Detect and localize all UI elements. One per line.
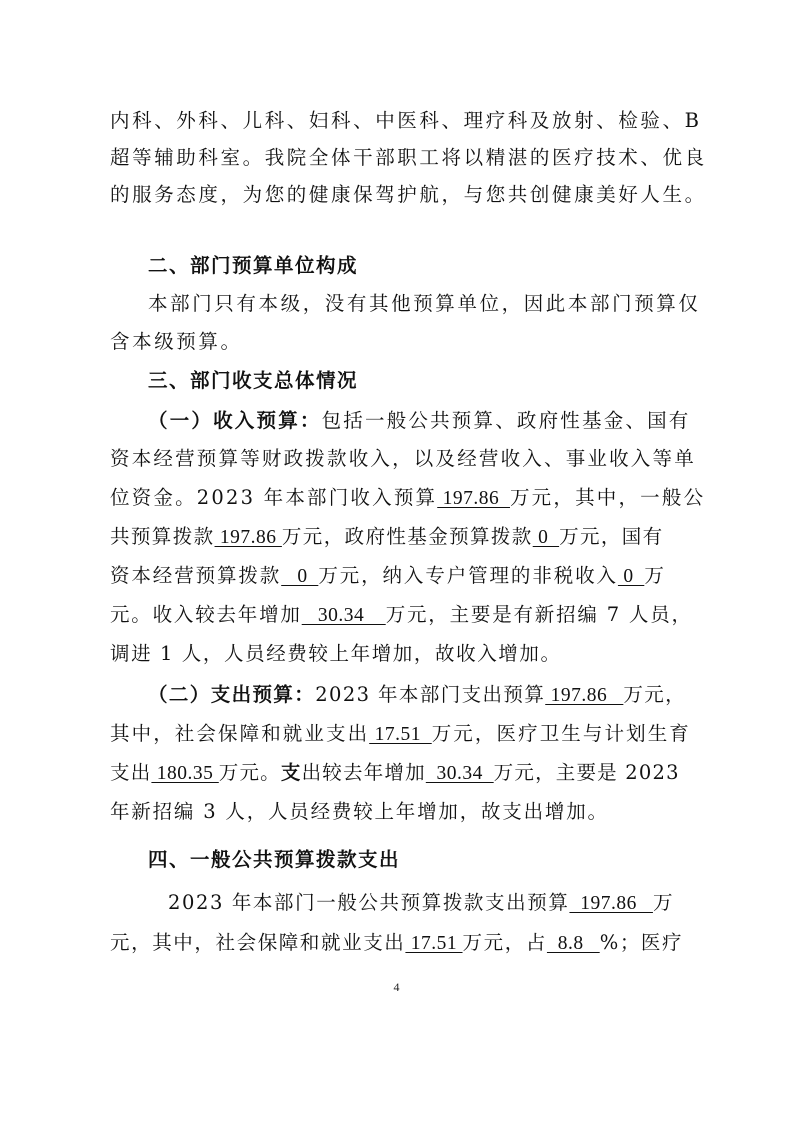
- expense-line-3-mid: 万元。: [218, 761, 281, 784]
- expense-line-2-pre: 其中，社会保障和就业支出: [110, 722, 370, 745]
- income-total-value: 197.86: [437, 488, 510, 509]
- income-line-5-mid: 万元，纳入专户管理的非税收入: [318, 564, 618, 587]
- section-4-heading: 四、一般公共预算拨款支出: [148, 848, 401, 871]
- income-line-5-pre: 资本经营预算拨款: [110, 564, 282, 587]
- expense-line-1-pre: 2023 年本部门支出预算: [315, 683, 546, 706]
- section-4-line-2-post: %；医疗: [599, 931, 684, 954]
- expense-increase-value: 30.34: [425, 763, 494, 784]
- section-4-line-1-post: 万: [652, 891, 675, 914]
- expense-line-2-post: 万元，医疗卫生与计划生育: [431, 722, 691, 745]
- general-budget-value: 197.86: [214, 527, 282, 548]
- state-capital-value: 0: [281, 566, 319, 587]
- expense-line-1: [148, 680, 686, 711]
- income-line-3: [110, 483, 705, 514]
- health-value: 180.35: [151, 763, 219, 784]
- income-line-4-mid: 万元，政府性基金预算拨款: [281, 525, 533, 548]
- expense-line-3-mid2: 出较去年增加: [301, 761, 426, 784]
- expense-line-2: [110, 719, 691, 750]
- expense-label: （二）支出预算：: [148, 683, 316, 706]
- page-number: 4: [393, 980, 400, 994]
- income-line-3-post: 万元，其中，一般公: [509, 486, 706, 509]
- income-line-1-text: 包括一般公共预算、政府性基金、国有: [321, 409, 691, 432]
- intro-line-1: 内科、外科、儿科、妇科、中医科、理疗科及放射、检验、B: [110, 109, 702, 132]
- income-line-7: 调进 1 人，人员经费较上年增加，故收入增加。: [110, 642, 562, 665]
- income-line-5: [110, 561, 666, 592]
- income-line-6: [110, 600, 693, 631]
- expense-line-3: [110, 758, 680, 789]
- intro-line-2: 超等辅助科室。我院全体干部职工将以精湛的医疗技术、优良: [110, 146, 707, 169]
- section-4-line-1-pre: 2023 年本部门一般公共预算拨款支出预算: [168, 891, 570, 914]
- income-line-4-post: 万元，国有: [559, 525, 664, 548]
- income-increase-value: 30.34: [301, 605, 386, 626]
- section-4-line-2: [110, 928, 683, 959]
- expense-line-1-post: 万元，: [623, 683, 687, 706]
- intro-line-3: 的服务态度，为您的健康保驾护航，与您共创健康美好人生。: [110, 183, 707, 206]
- expense-line-3-pre: 支出: [110, 761, 152, 784]
- non-tax-value: 0: [617, 566, 645, 587]
- general-social-value: 17.51: [405, 933, 463, 954]
- income-label: （一）收入预算：: [148, 409, 322, 432]
- income-line-6-pre: 元。收入较去年增加: [110, 603, 302, 626]
- expense-line-4: 年新招编 3 人，人员经费较上年增加，故支出增加。: [110, 800, 609, 823]
- section-4-line-1: [168, 888, 674, 919]
- income-line-3-pre: 位资金。2023 年本部门收入预算: [110, 486, 438, 509]
- expense-line-3-post: 万元，主要是 2023: [493, 761, 680, 784]
- income-line-6-post: 万元，主要是有新招编 7 人员，: [385, 603, 693, 626]
- expense-total-value: 197.86: [545, 685, 624, 706]
- section-2-line-1: 本部门只有本级，没有其他预算单位，因此本部门预算仅: [148, 292, 701, 315]
- section-2-line-2: 含本级预算。: [110, 330, 243, 353]
- gov-fund-value: 0: [532, 527, 560, 548]
- section-4-line-2-mid: 万元，占: [462, 931, 547, 954]
- income-line-2: 资本经营预算等财政拨款收入，以及经营收入、事业收入等单: [110, 447, 696, 470]
- income-line-4-pre: 共预算拨款: [110, 525, 215, 548]
- social-percent-value: 8.8: [546, 933, 600, 954]
- expense-line-3-bold: 支: [280, 761, 302, 784]
- general-expense-total-value: 197.86: [569, 893, 653, 914]
- section-4-line-2-pre: 元，其中，社会保障和就业支出: [110, 931, 406, 954]
- income-line-5-post: 万: [644, 564, 666, 587]
- section-2-heading: 二、部门预算单位构成: [148, 254, 359, 277]
- income-line-4: [110, 522, 664, 553]
- section-3-heading: 三、部门收支总体情况: [148, 369, 359, 392]
- income-line-1: [148, 406, 691, 436]
- social-security-value: 17.51: [369, 724, 432, 745]
